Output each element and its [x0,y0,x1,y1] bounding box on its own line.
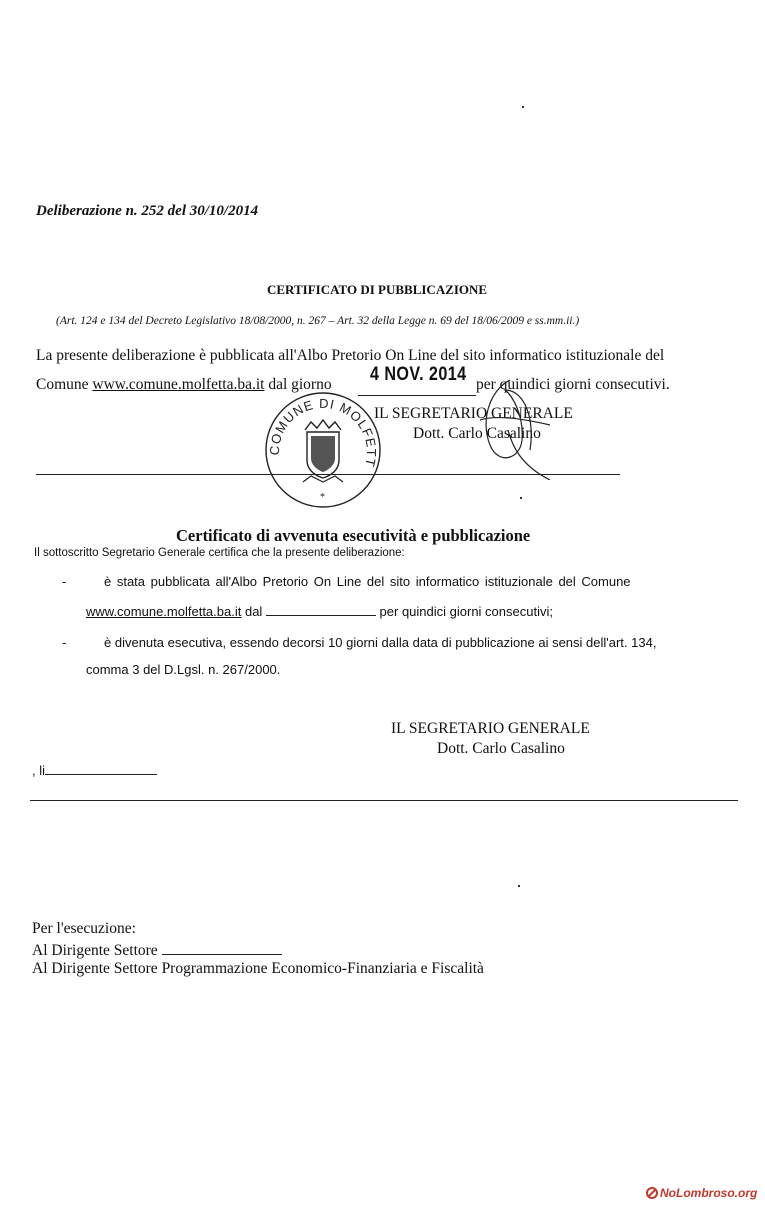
line2-prefix: Comune [36,376,93,393]
distribution-heading: Per l'esecuzione: [32,920,136,937]
certificate-title: CERTIFICATO DI PUBBLICAZIONE [267,282,488,297]
municipal-seal [263,390,383,510]
item1-dal: dal [241,604,266,619]
website-link[interactable]: www.comune.molfetta.ba.it [92,376,265,393]
line2-middle: dal giorno [264,376,332,393]
place-date-blank [45,760,157,775]
distribution-line-2: Al Dirigente Settore Programmazione Economico-Finanziaria e Fiscalità [32,960,484,977]
execution-intro: Il sottoscritto Segretario Generale certifica che la presente deliberazione: [34,547,405,559]
scan-speck [522,106,524,108]
bullet-marker-1: - [62,574,67,589]
publication-line-1: La presente deliberazione è pubblicata all'Albo Pretorio On Line del sito informatico istituzionale del [36,347,665,364]
deliberation-label: Deliberazione n. 252 del 30/10/2014 [36,203,259,219]
scan-speck [518,885,520,887]
item1-date-blank [266,601,376,616]
seal-text: COMUNE DI MOLFETT [266,395,380,468]
execution-signer-name: Dott. Carlo Casalino [437,740,565,757]
distribution-line-1-text: Al Dirigente Settore [32,942,162,959]
scan-speck [520,497,522,499]
signer-title: IL SEGRETARIO GENERALE [374,405,573,422]
item2-line1: è divenuta esecutiva, essendo decorsi 10 giorni dalla data di pubblicazione ai sensi dell'art. 134, [104,635,657,650]
no-symbol-icon [646,1187,658,1199]
distribution-line-1 [32,940,282,960]
bullet-marker-2: - [62,635,67,650]
item1-line2 [86,601,553,619]
item1-website[interactable]: www.comune.molfetta.ba.it [86,604,242,619]
date-stamp: 4 NOV. 2014 [370,364,467,385]
item1-line1: è stata pubblicata all'Albo Pretorio On Line del sito informatico istituzionale del Comune [104,574,631,589]
watermark-text: NoLombroso.org [660,1186,758,1200]
divider-2 [30,800,738,801]
signature-scribble [450,370,560,480]
watermark [646,1186,757,1200]
svg-text:*: * [320,492,325,503]
execution-signer-title: IL SEGRETARIO GENERALE [391,720,590,737]
place-date-line [32,760,157,778]
signer-name: Dott. Carlo Casalino [413,425,541,442]
place-label: , li [32,763,45,778]
item2-line2: comma 3 del D.Lgsl. n. 267/2000. [86,662,281,677]
item1-suffix: per quindici giorni consecutivi; [375,604,553,619]
legal-reference: (Art. 124 e 134 del Decreto Legislativo 18/08/2000, n. 267 – Art. 32 della Legge n. 69 del 18/06/2009 e ss.mm.ii.) [56,315,580,327]
publication-line-2-suffix: per quindici giorni consecutivi. [476,376,670,393]
distribution-blank [162,940,282,955]
divider-1 [36,474,620,475]
execution-title: Certificato di avvenuta esecutività e pubblicazione [176,526,531,545]
